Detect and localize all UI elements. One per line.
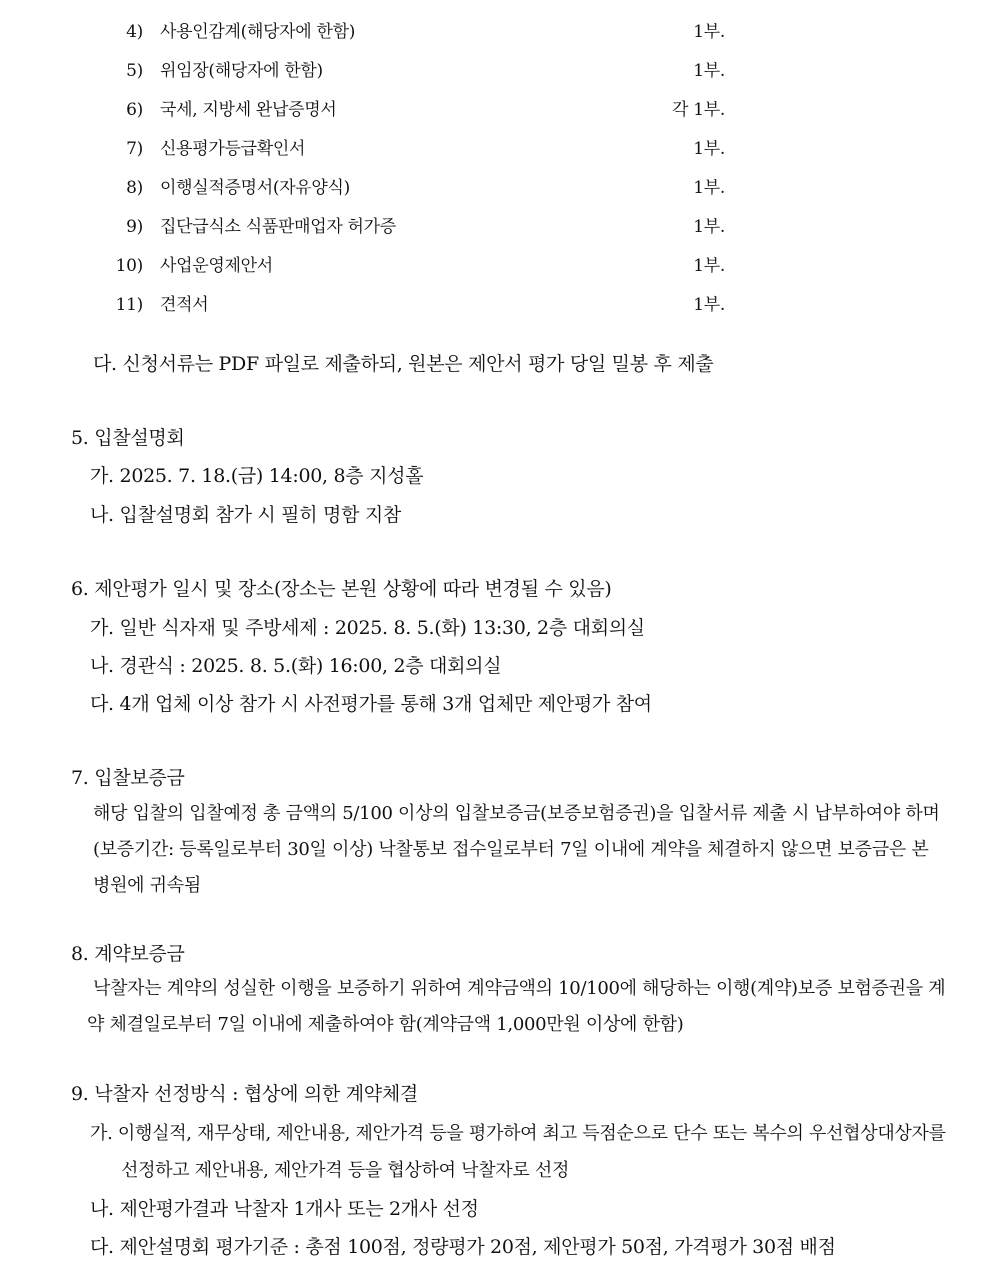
- list-text: 집단급식소 식품판매업자 허가증: [160, 217, 396, 237]
- section-6-item-c: 다. 4개 업체 이상 참가 시 사전평가를 통해 3개 업체만 제안평가 참여: [90, 693, 652, 715]
- section-5-item-a: 가. 2025. 7. 18.(금) 14:00, 8층 지성홀: [90, 465, 424, 487]
- section-8-paragraph-line: 낙찰자는 계약의 성실한 이행을 보증하기 위하여 계약금액의 10/100에 해당하는 이행(계약)보증 보험증권을 계: [93, 978, 946, 999]
- section-7-heading: 7. 입찰보증금: [71, 767, 185, 789]
- section-5-heading: 5. 입찰설명회: [71, 427, 185, 449]
- list-copies: 각 1부.: [672, 100, 725, 120]
- section-7-paragraph-line: 병원에 귀속됨: [93, 875, 201, 896]
- list-number: 8): [126, 178, 143, 198]
- section-8-heading: 8. 계약보증금: [71, 943, 185, 965]
- section-9-item-c: 다. 제안설명회 평가기준 : 총점 100점, 정량평가 20점, 제안평가 50점, 가격평가 30점 배점: [90, 1236, 836, 1258]
- list-copies: 1부.: [693, 22, 725, 42]
- submission-note: 다. 신청서류는 PDF 파일로 제출하되, 원본은 제안서 평가 당일 밀봉 후 제출: [93, 353, 714, 375]
- list-copies: 1부.: [693, 295, 725, 315]
- section-9-heading: 9. 낙찰자 선정방식 : 협상에 의한 계약체결: [71, 1083, 418, 1105]
- list-copies: 1부.: [693, 61, 725, 81]
- list-text: 위임장(해당자에 한함): [160, 61, 323, 81]
- section-6-item-b: 나. 경관식 : 2025. 8. 5.(화) 16:00, 2층 대회의실: [90, 655, 502, 677]
- section-6-item-a: 가. 일반 식자재 및 주방세제 : 2025. 8. 5.(화) 13:30, 2층 대회의실: [90, 617, 645, 639]
- list-text: 신용평가등급확인서: [160, 139, 306, 159]
- list-number: 4): [126, 22, 143, 42]
- list-number: 7): [126, 139, 143, 159]
- list-text: 견적서: [160, 295, 209, 315]
- list-copies: 1부.: [693, 217, 725, 237]
- section-5-item-b: 나. 입찰설명회 참가 시 필히 명함 지참: [90, 504, 401, 526]
- list-number: 5): [126, 61, 143, 81]
- list-text: 사업운영제안서: [160, 256, 273, 276]
- list-copies: 1부.: [693, 178, 725, 198]
- section-7-paragraph-line: 해당 입찰의 입찰예정 총 금액의 5/100 이상의 입찰보증금(보증보험증권)을 입찰서류 제출 시 납부하여야 하며: [93, 803, 940, 824]
- list-number: 10): [115, 256, 143, 276]
- list-text: 이행실적증명서(자유양식): [160, 178, 351, 198]
- section-9-item-a: 가. 이행실적, 재무상태, 제안내용, 제안가격 등을 평가하여 최고 득점순으로 단수 또는 복수의 우선협상대상자를: [90, 1123, 946, 1144]
- section-8-paragraph-line: 약 체결일로부터 7일 이내에 제출하여야 함(계약금액 1,000만원 이상에 한함): [87, 1014, 684, 1035]
- section-9-item-b: 나. 제안평가결과 낙찰자 1개사 또는 2개사 선정: [90, 1198, 479, 1220]
- list-number: 9): [126, 217, 143, 237]
- list-copies: 1부.: [693, 139, 725, 159]
- section-6-heading: 6. 제안평가 일시 및 장소(장소는 본원 상황에 따라 변경될 수 있음): [71, 578, 612, 600]
- section-9-item-a-continuation: 선정하고 제안내용, 제안가격 등을 협상하여 낙찰자로 선정: [121, 1160, 570, 1181]
- section-7-paragraph-line: (보증기간: 등록일로부터 30일 이상) 낙찰통보 접수일로부터 7일 이내에 계약을 체결하지 않으면 보증금은 본: [93, 839, 929, 860]
- list-number: 11): [115, 295, 143, 315]
- list-text: 사용인감계(해당자에 한함): [160, 22, 356, 42]
- list-text: 국세, 지방세 완납증명서: [160, 100, 337, 120]
- list-copies: 1부.: [693, 256, 725, 276]
- list-number: 6): [126, 100, 143, 120]
